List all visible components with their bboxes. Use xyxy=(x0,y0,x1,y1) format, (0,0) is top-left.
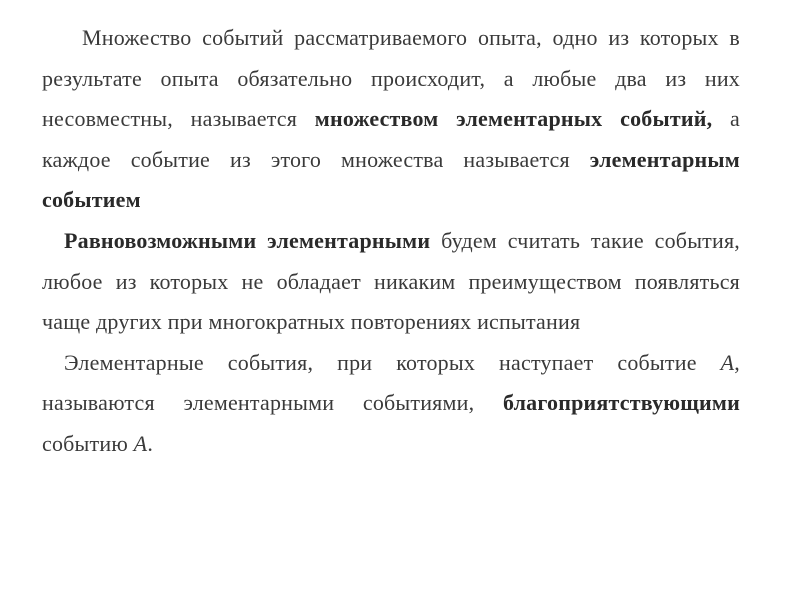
term-equiprobable-elementary: Равновозможными элементарными xyxy=(64,227,431,253)
math-symbol-a: A xyxy=(720,349,735,375)
text-segment: Элементарные события, при которых наступает событие xyxy=(64,349,721,375)
text-segment: , называются элементарными событиями, xyxy=(42,349,740,416)
paragraph-elementary-events-set xyxy=(42,18,740,221)
term-set-of-elementary-events: множеством элементарных событий, xyxy=(314,106,713,132)
text-segment: Множество событий рассматриваемого опыта, одно из которых в результате опыта обязательно происходит, а любые два из них несовместны, называется xyxy=(42,25,740,132)
text-segment: событию xyxy=(42,430,134,456)
paragraph-favorable-events xyxy=(42,343,740,465)
term-elementary-event: элементарным событием xyxy=(42,146,740,213)
text-segment: . xyxy=(147,430,154,456)
term-favorable: благоприятствующими xyxy=(502,390,740,416)
math-symbol-a: A xyxy=(133,430,148,456)
text-segment: будем считать такие события, любое из которых не обладает никаким преимуществом появляться чаще других при многократных повторениях испытания xyxy=(42,227,740,335)
paragraph-equiprobable-events xyxy=(42,221,740,343)
text-segment: а каждое событие из этого множества называется xyxy=(42,106,740,172)
text-body xyxy=(42,18,740,465)
